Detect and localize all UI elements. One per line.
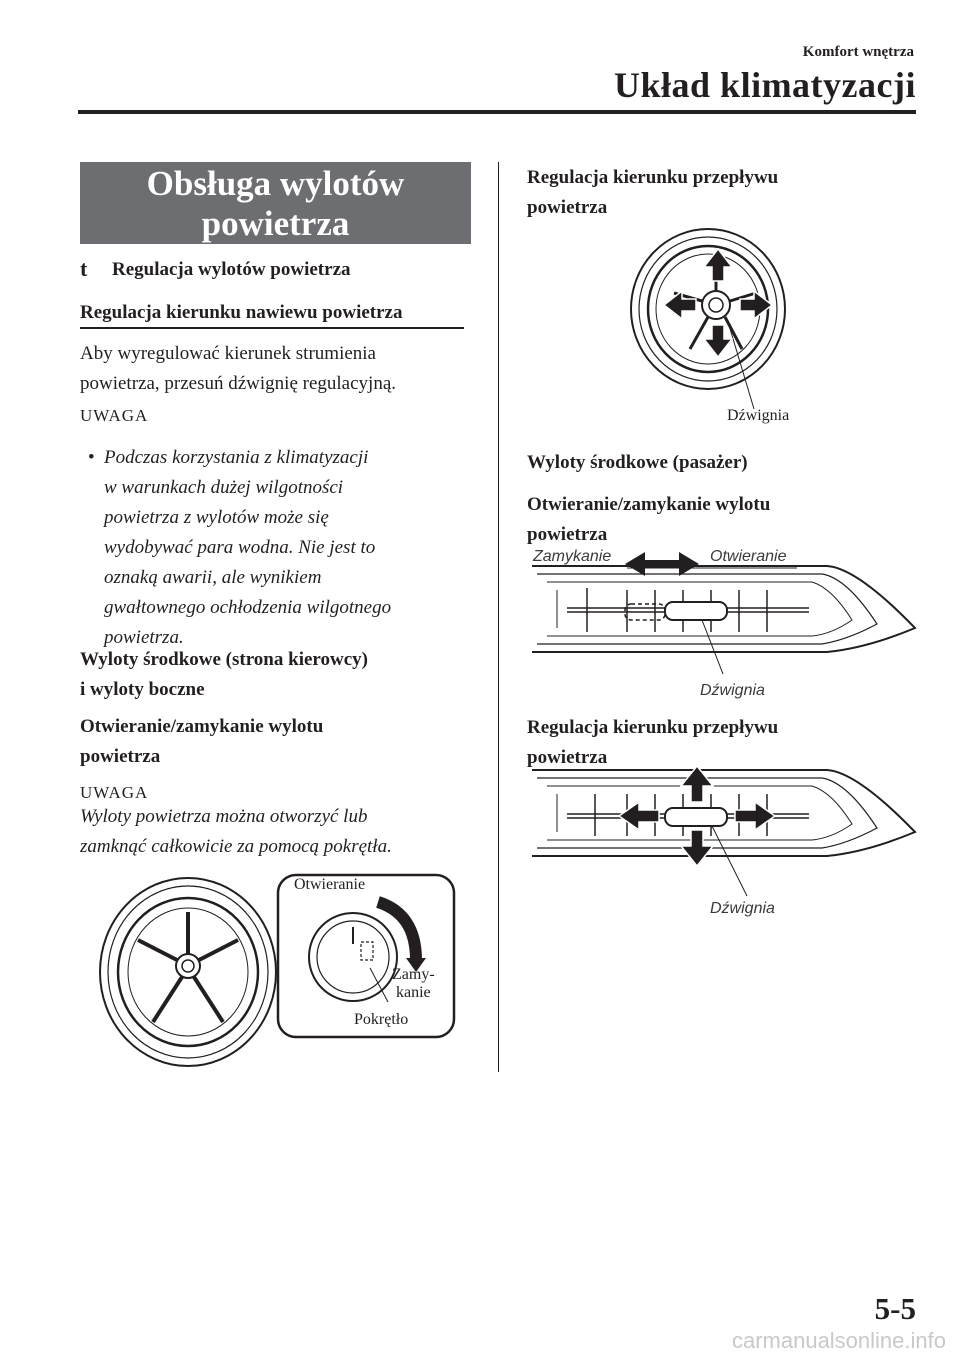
note-line: powietrza z wylotów może się [104, 507, 329, 528]
intro-line: powietrza, przesuń dźwignię regulacyjną. [80, 373, 397, 394]
heading-line: Wyloty środkowe (strona kierowcy) [80, 649, 368, 670]
heading-outlet-adjustment: Regulacja wylotów powietrza [112, 259, 351, 280]
heading-line: Regulacja kierunku przepływu [527, 717, 779, 738]
footer-watermark: carmanualsonline.info [731, 1328, 946, 1353]
label-opening: Otwieranie [710, 548, 787, 565]
note-paragraph [104, 443, 391, 653]
label-lever-3: Dźwignia [710, 900, 775, 917]
slim-vent-direction-figure [527, 762, 917, 902]
note-line: powietrza. [104, 627, 184, 648]
heading-line: i wyloty boczne [80, 679, 205, 700]
intro-line: Aby wyregulować kierunek strumienia [80, 343, 376, 364]
heading-line: Otwieranie/zamykanie wylotu [527, 494, 771, 515]
label-open: Otwieranie [294, 876, 366, 893]
note-line: Podczas korzystania z klimatyzacji [104, 447, 369, 468]
heading-line: Regulacja kierunku przepływu [527, 167, 779, 188]
heading-direction-right [527, 163, 778, 223]
label-closing: Zamykanie [533, 548, 612, 565]
label-lever-2: Dźwignia [700, 682, 765, 699]
label-lever-1: Dźwignia [727, 407, 790, 424]
header-rule [78, 110, 916, 114]
heading-open-close-left [80, 712, 323, 772]
intro-paragraph [80, 339, 396, 399]
heading-line: powietrza [80, 746, 161, 767]
label-knob: Pokrętło [354, 1011, 409, 1028]
label-close-line: kanie [396, 984, 431, 1001]
note-line: zamknąć całkowicie za pomocą pokrętła. [80, 836, 392, 857]
section-bullet-icon: t [80, 256, 88, 281]
heading-driver-outlets [80, 645, 368, 705]
round-vent-arrows-figure [628, 227, 788, 405]
page-number: 5-5 [874, 1291, 916, 1326]
label-close [392, 966, 435, 1002]
heading-line: powietrza [527, 197, 608, 218]
note-line: wydobywać para wodna. Nie jest to [104, 537, 376, 558]
section-title-line2: powietrza [201, 204, 350, 243]
column-divider [498, 162, 499, 1072]
note-bullet: • [88, 447, 95, 468]
heading-passenger-outlets: Wyloty środkowe (pasażer) [527, 452, 748, 473]
slim-vent-open-close-figure [527, 548, 917, 688]
note-line: oznaką awarii, ale wynikiem [104, 567, 322, 588]
note-line: Wyloty powietrza można otworzyć lub [80, 806, 368, 827]
heading-line: powietrza [527, 747, 608, 768]
label-close-line: Zamy- [392, 966, 435, 983]
note-label: UWAGA [80, 406, 149, 425]
heading-line: Otwieranie/zamykanie wylotu [80, 716, 324, 737]
note-line: gwałtownego ochłodzenia wilgotnego [104, 597, 392, 618]
heading-direction-adjustment: Regulacja kierunku nawiewu powietrza [80, 302, 464, 329]
heading-open-close-right [527, 490, 770, 550]
heading-line: powietrza [527, 524, 608, 545]
section-title-box [80, 162, 471, 244]
note-line: w warunkach dużej wilgotności [104, 477, 344, 498]
note2-paragraph [80, 802, 392, 862]
note2-label: UWAGA [80, 783, 149, 802]
chapter-title: Układ klimatyzacji [614, 65, 916, 105]
section-title-line1: Obsługa wylotów [146, 164, 405, 203]
chapter-subtitle: Komfort wnętrza [802, 44, 914, 60]
